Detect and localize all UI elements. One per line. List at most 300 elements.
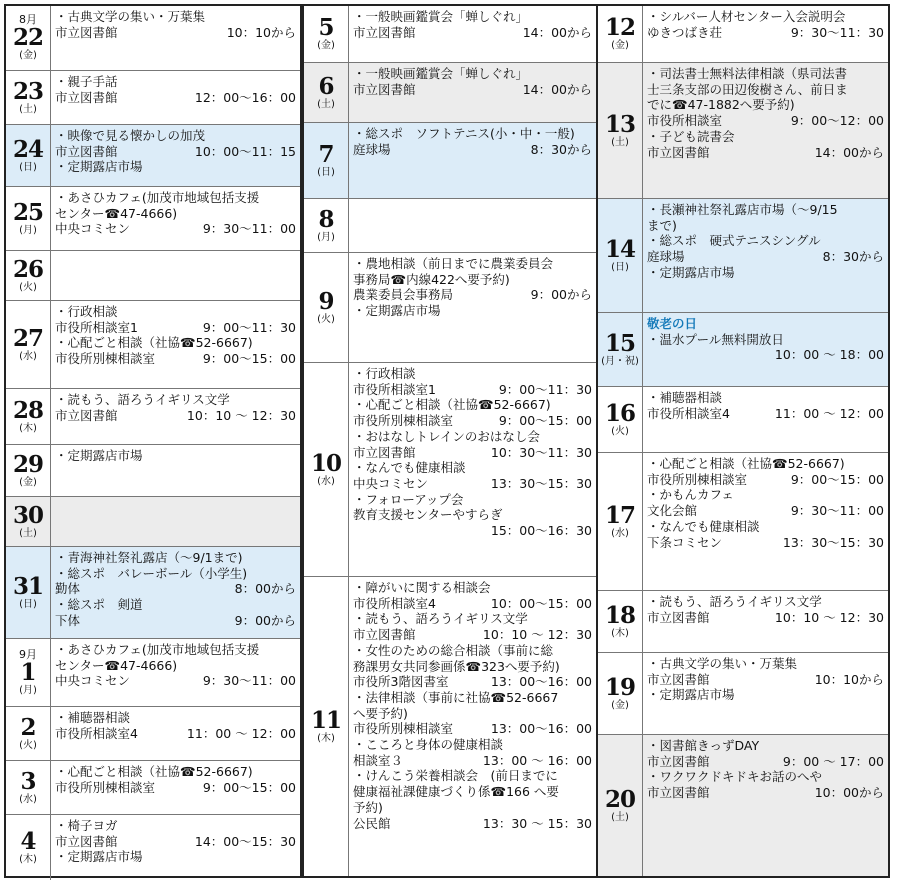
date-cell bbox=[6, 639, 51, 706]
event-text: 教育支援センターやすらぎ bbox=[353, 507, 503, 523]
event-line bbox=[353, 429, 592, 445]
event-line bbox=[353, 413, 592, 429]
event-text: 健康福祉課健康づくり係☎166 へ要 bbox=[353, 784, 559, 800]
event-text: ・一般映画鑑賞会「蝉しぐれ」 bbox=[353, 9, 529, 24]
event-time: 9：00から bbox=[234, 612, 296, 628]
event-text bbox=[353, 523, 491, 539]
event-list bbox=[647, 316, 884, 363]
event-text: 市役所相談室1 bbox=[353, 381, 436, 397]
event-text: ・総スポ 硬式テニスシングル bbox=[647, 233, 821, 249]
event-line bbox=[55, 566, 296, 582]
day-number: 16 bbox=[604, 399, 635, 427]
weekday-label: (土) bbox=[611, 811, 629, 823]
weekday-label: (金) bbox=[317, 40, 335, 51]
event-time: 10：10 ～ 12：30 bbox=[482, 627, 592, 643]
date-cell bbox=[6, 251, 51, 300]
weekday-label: (木) bbox=[19, 853, 37, 865]
event-text: ・おはなしトレインのおはなし会 bbox=[353, 428, 540, 444]
date-cell bbox=[304, 577, 349, 876]
event-list bbox=[353, 9, 592, 40]
day-number: 3 bbox=[20, 767, 36, 795]
weekday-label: (水) bbox=[317, 475, 335, 487]
event-list bbox=[55, 448, 296, 464]
day-number: 9 bbox=[318, 287, 334, 315]
event-text: ・心配ごと相談（社協☎52-6667) bbox=[55, 335, 253, 351]
day-cell bbox=[6, 444, 300, 496]
date-cell bbox=[304, 63, 349, 122]
event-text: ・障がいに関する相談会 bbox=[353, 580, 491, 595]
event-line bbox=[55, 304, 296, 320]
event-text: でに☎47-1882へ要予約) bbox=[647, 97, 795, 113]
day-number: 13 bbox=[604, 110, 635, 138]
event-text: ・読もう、語ろうイギリス文学 bbox=[647, 594, 822, 609]
day-number: 31 bbox=[12, 572, 43, 600]
event-text: 市役所相談室4 bbox=[647, 405, 730, 421]
event-text: ・椅子ヨガ bbox=[55, 818, 118, 833]
day-number: 26 bbox=[12, 255, 43, 283]
day-number: 25 bbox=[12, 198, 43, 226]
event-text: ・シルバー人材センター入会説明会 bbox=[647, 9, 846, 24]
event-time: 13：30～15：30 bbox=[490, 475, 592, 491]
event-line bbox=[353, 768, 592, 784]
event-line bbox=[647, 97, 884, 113]
event-text: ・定期露店市場 bbox=[353, 303, 441, 319]
event-line bbox=[647, 503, 884, 519]
event-line bbox=[353, 82, 592, 98]
event-line bbox=[55, 849, 296, 865]
event-text: ・ワクワクドキドキお話のへや bbox=[647, 769, 823, 785]
event-list bbox=[647, 66, 884, 160]
event-line bbox=[647, 145, 884, 161]
event-line bbox=[55, 221, 296, 237]
day-cell bbox=[598, 62, 888, 198]
month-label: 9月 bbox=[19, 647, 37, 661]
event-list bbox=[55, 9, 296, 40]
event-list bbox=[647, 656, 884, 703]
event-line bbox=[55, 90, 296, 106]
event-line bbox=[55, 818, 296, 834]
event-list bbox=[353, 366, 592, 539]
event-list bbox=[353, 66, 592, 97]
date-cell bbox=[598, 6, 643, 62]
day-number: 17 bbox=[604, 501, 635, 529]
day-number: 14 bbox=[604, 235, 635, 263]
event-list bbox=[55, 304, 296, 367]
event-list bbox=[55, 190, 296, 237]
event-line bbox=[353, 643, 592, 659]
event-text: 市立図書館 bbox=[353, 627, 416, 643]
date-cell bbox=[598, 653, 643, 734]
day-cell bbox=[6, 300, 300, 388]
event-time: 8：30から bbox=[530, 141, 592, 157]
event-line bbox=[353, 460, 592, 476]
event-line bbox=[647, 519, 884, 535]
event-text: ・補聴器相談 bbox=[55, 710, 131, 725]
date-cell bbox=[6, 547, 51, 638]
event-line bbox=[353, 492, 592, 508]
event-line bbox=[647, 218, 884, 234]
event-text: 市立図書館 bbox=[55, 833, 118, 849]
event-text: 庭球場 bbox=[353, 141, 391, 157]
event-line bbox=[647, 672, 884, 688]
event-line bbox=[353, 721, 592, 737]
event-text: ・古典文学の集い・万葉集 bbox=[647, 656, 798, 671]
day-cell bbox=[598, 6, 888, 62]
event-text: ・なんでも健康相談 bbox=[353, 460, 466, 476]
event-line bbox=[353, 256, 592, 272]
event-line bbox=[647, 769, 884, 785]
day-cell bbox=[304, 252, 596, 362]
date-cell bbox=[6, 301, 51, 388]
event-text: 相談室３ bbox=[353, 752, 404, 768]
event-time: 9：00～15：00 bbox=[498, 413, 592, 429]
event-list bbox=[55, 128, 296, 175]
day-cell bbox=[304, 198, 596, 252]
date-cell bbox=[304, 6, 349, 62]
event-time: 8：30から bbox=[822, 249, 884, 265]
event-line bbox=[353, 272, 592, 288]
event-list bbox=[647, 456, 884, 550]
weekday-label: (火) bbox=[611, 425, 629, 437]
day-cell bbox=[304, 6, 596, 62]
weekday-label: (土) bbox=[19, 103, 37, 115]
event-list bbox=[55, 764, 296, 795]
event-line bbox=[353, 9, 592, 25]
date-cell bbox=[598, 387, 643, 452]
event-line bbox=[353, 382, 592, 398]
month-label: 8月 bbox=[19, 13, 37, 26]
day-number: 4 bbox=[20, 827, 36, 855]
event-text: 市立図書館 bbox=[647, 753, 710, 769]
event-text: ・あさひカフェ(加茂市地域包括支援 bbox=[55, 642, 260, 657]
event-time: 10：00から bbox=[814, 785, 884, 801]
day-number: 27 bbox=[12, 324, 43, 352]
holiday-label bbox=[647, 316, 884, 332]
event-time: 9：00 ～ 17：00 bbox=[782, 753, 884, 769]
event-text: 市役所相談室4 bbox=[353, 595, 436, 611]
weekday-label: (木) bbox=[317, 732, 335, 744]
date-cell bbox=[598, 735, 643, 876]
event-time: 10：30～11：30 bbox=[490, 444, 592, 460]
event-time: 9：00～11：30 bbox=[498, 381, 592, 397]
event-line bbox=[647, 487, 884, 503]
event-line bbox=[353, 126, 592, 142]
event-list bbox=[647, 202, 884, 281]
event-line bbox=[647, 233, 884, 249]
event-text: ・定期露店市場 bbox=[55, 448, 143, 463]
event-line bbox=[647, 66, 884, 82]
event-line bbox=[647, 406, 884, 422]
day-number: 23 bbox=[12, 77, 43, 105]
event-list bbox=[647, 9, 884, 40]
weekday-label: (日) bbox=[611, 261, 629, 273]
event-line bbox=[353, 287, 592, 303]
event-line bbox=[353, 706, 592, 722]
event-line bbox=[55, 780, 296, 796]
event-text: まで) bbox=[647, 217, 677, 233]
event-text: 勤体 bbox=[55, 581, 81, 597]
date-cell bbox=[6, 125, 51, 186]
event-line bbox=[647, 9, 884, 25]
event-text: ・心配ごと相談（社協☎52-6667) bbox=[55, 764, 253, 779]
weekday-label: (日) bbox=[317, 166, 335, 178]
event-line bbox=[55, 613, 296, 629]
event-time: 10：10 ～ 12：30 bbox=[186, 407, 296, 423]
day-number: 19 bbox=[604, 673, 635, 701]
event-line bbox=[647, 113, 884, 129]
event-list bbox=[353, 580, 592, 831]
date-cell bbox=[6, 497, 51, 546]
event-text: 市立図書館 bbox=[647, 609, 710, 625]
date-cell bbox=[6, 707, 51, 760]
event-text: ・映像で見る懐かしの加茂 bbox=[55, 128, 206, 143]
event-list bbox=[647, 390, 884, 421]
event-line bbox=[55, 710, 296, 726]
event-text: ・総スポ バレーボール（小学生) bbox=[55, 565, 248, 581]
event-time: 10：00～15：00 bbox=[490, 595, 592, 611]
event-text: 事務局☎内線422へ要予約) bbox=[353, 271, 510, 287]
event-text: ・総スポ ソフトテニス(小・中・一般) bbox=[353, 126, 575, 141]
date-cell bbox=[598, 453, 643, 590]
event-text: 市役所別棟相談室 bbox=[55, 351, 156, 367]
weekday-label: (土) bbox=[19, 527, 37, 539]
event-line bbox=[647, 656, 884, 672]
day-cell bbox=[598, 386, 888, 452]
event-time: 9：00～15：00 bbox=[202, 351, 296, 367]
event-text: 下体 bbox=[55, 612, 81, 628]
event-line bbox=[353, 627, 592, 643]
date-cell bbox=[6, 445, 51, 496]
event-list bbox=[55, 642, 296, 689]
event-time: 9：30～11：00 bbox=[202, 221, 296, 237]
day-number: 6 bbox=[318, 72, 334, 100]
event-list bbox=[353, 256, 592, 319]
event-text: へ要予約) bbox=[353, 705, 408, 721]
day-cell bbox=[6, 546, 300, 638]
day-cell bbox=[598, 452, 888, 590]
event-line bbox=[647, 594, 884, 610]
event-time: 8：00から bbox=[234, 581, 296, 597]
day-number: 2 bbox=[20, 713, 36, 741]
date-cell bbox=[598, 199, 643, 312]
event-list bbox=[55, 550, 296, 629]
weekday-label: (水) bbox=[19, 793, 37, 805]
event-time: 10：10から bbox=[226, 24, 296, 40]
day-number: 7 bbox=[318, 140, 334, 168]
event-text: 中央コミセン bbox=[353, 475, 429, 491]
event-time: 13：00～16：00 bbox=[490, 674, 592, 690]
event-time: 10：10 ～ 12：30 bbox=[774, 609, 884, 625]
event-line bbox=[647, 472, 884, 488]
weekday-label: (月) bbox=[317, 231, 335, 243]
event-list bbox=[647, 594, 884, 625]
event-line bbox=[55, 658, 296, 674]
date-cell bbox=[304, 363, 349, 576]
event-list bbox=[55, 710, 296, 741]
event-time: 14：00から bbox=[522, 24, 592, 40]
event-text: ・司法書士無料法律相談（県司法書 bbox=[647, 66, 848, 81]
day-cell bbox=[6, 388, 300, 444]
day-number: 28 bbox=[12, 396, 43, 424]
event-time: 12：00～16：00 bbox=[194, 89, 296, 105]
holiday-name: 敬老の日 bbox=[647, 316, 698, 331]
event-time: 9：30～11：00 bbox=[202, 673, 296, 689]
event-time: 9：00～11：30 bbox=[202, 319, 296, 335]
event-line bbox=[55, 25, 296, 41]
calendar-column-2 bbox=[302, 4, 598, 878]
event-time: 13：30 ～ 15：30 bbox=[482, 815, 592, 831]
date-cell bbox=[304, 199, 349, 252]
event-text: 市立図書館 bbox=[55, 143, 118, 159]
event-text: ・心配ごと相談（社協☎52-6667) bbox=[647, 456, 845, 471]
event-time: 9：00～15：00 bbox=[202, 779, 296, 795]
event-text: 市役所別棟相談室 bbox=[647, 471, 748, 487]
day-number: 29 bbox=[12, 450, 43, 478]
event-text: ・親子手話 bbox=[55, 74, 118, 89]
event-text: ・定期露店市場 bbox=[647, 687, 735, 703]
weekday-label: (日) bbox=[19, 598, 37, 610]
event-list bbox=[55, 74, 296, 105]
event-text: ・総スポ 剣道 bbox=[55, 597, 143, 613]
day-number: 18 bbox=[604, 601, 635, 629]
date-cell bbox=[598, 63, 643, 198]
day-cell bbox=[6, 250, 300, 300]
weekday-label: (土) bbox=[611, 136, 629, 148]
event-line bbox=[353, 580, 592, 596]
event-line bbox=[647, 610, 884, 626]
event-time: 10：00～11：15 bbox=[194, 143, 296, 159]
event-text: 下条コミセン bbox=[647, 534, 723, 550]
date-cell bbox=[6, 389, 51, 444]
event-time: 14：00から bbox=[814, 144, 884, 160]
day-cell bbox=[6, 814, 300, 880]
event-line bbox=[353, 816, 592, 832]
event-text: ・行政相談 bbox=[55, 304, 118, 319]
event-text: 予約) bbox=[353, 799, 383, 815]
event-text: ・補聴器相談 bbox=[647, 390, 723, 405]
day-number: 10 bbox=[310, 449, 341, 477]
day-cell bbox=[6, 186, 300, 250]
event-line bbox=[353, 366, 592, 382]
event-text: ・行政相談 bbox=[353, 366, 416, 381]
event-text: 公民館 bbox=[353, 815, 391, 831]
event-line bbox=[55, 144, 296, 160]
weekday-label: (日) bbox=[19, 161, 37, 173]
day-number: 30 bbox=[12, 501, 43, 529]
event-text: 市役所別棟相談室 bbox=[353, 413, 454, 429]
event-line bbox=[353, 142, 592, 158]
day-cell bbox=[598, 590, 888, 652]
event-text: ・女性のための総合相談（事前に総 bbox=[353, 642, 554, 658]
event-time: 9：30～11：30 bbox=[790, 24, 884, 40]
event-text: ・子ども読書会 bbox=[647, 128, 735, 144]
event-line bbox=[647, 390, 884, 406]
date-cell bbox=[304, 123, 349, 198]
event-line bbox=[55, 834, 296, 850]
date-cell bbox=[6, 71, 51, 124]
day-number: 1 bbox=[20, 658, 36, 686]
event-text: ・心配ごと相談（社協☎52-6667) bbox=[353, 397, 551, 413]
event-text bbox=[647, 347, 775, 363]
event-text: ゆきつばき荘 bbox=[647, 24, 723, 40]
event-text: ・あさひカフェ(加茂市地域包括支援 bbox=[55, 190, 260, 205]
day-cell bbox=[6, 760, 300, 814]
event-line bbox=[353, 611, 592, 627]
event-line bbox=[353, 737, 592, 753]
event-text: ・フォローアップ会 bbox=[353, 491, 464, 507]
event-line bbox=[353, 674, 592, 690]
weekday-label: (火) bbox=[317, 313, 335, 325]
event-line bbox=[55, 320, 296, 336]
event-list bbox=[55, 818, 296, 865]
weekday-label: (金) bbox=[19, 476, 37, 488]
day-number: 15 bbox=[604, 329, 635, 357]
event-text: 市役所別棟相談室 bbox=[55, 779, 156, 795]
date-cell bbox=[304, 253, 349, 362]
event-text: ・なんでも健康相談 bbox=[647, 518, 760, 534]
event-time: 9：00から bbox=[530, 287, 592, 303]
event-line bbox=[55, 351, 296, 367]
event-line bbox=[353, 445, 592, 461]
event-text: ・温水プール無料開放日 bbox=[647, 331, 784, 347]
event-line bbox=[353, 659, 592, 675]
date-cell bbox=[6, 6, 51, 70]
event-text: 市立図書館 bbox=[55, 24, 118, 40]
event-list bbox=[55, 392, 296, 423]
event-time: 14：00～15：30 bbox=[194, 833, 296, 849]
event-time: 14：00から bbox=[522, 81, 592, 97]
event-text: ・こころと身体の健康相談 bbox=[353, 737, 504, 753]
event-line bbox=[353, 596, 592, 612]
event-line bbox=[647, 535, 884, 551]
weekday-label: (水) bbox=[19, 350, 37, 362]
day-number: 5 bbox=[318, 14, 334, 41]
day-cell bbox=[598, 198, 888, 312]
event-text: ・長瀬神社祭礼露店市場（～9/15 bbox=[647, 202, 838, 217]
event-time: 10：00 ～ 18：00 bbox=[774, 347, 884, 363]
event-text: ・法律相談（事前に社協☎52-6667 bbox=[353, 689, 559, 705]
event-text: 市立図書館 bbox=[353, 81, 416, 97]
event-text: 市立図書館 bbox=[353, 444, 416, 460]
event-line bbox=[353, 66, 592, 82]
event-line bbox=[55, 74, 296, 90]
event-line bbox=[353, 507, 592, 523]
event-text: ・かもんカフェ bbox=[647, 487, 734, 503]
weekday-label: (木) bbox=[19, 422, 37, 434]
event-line bbox=[647, 687, 884, 703]
weekday-label: (金) bbox=[19, 50, 37, 61]
event-line bbox=[55, 448, 296, 464]
event-line bbox=[647, 249, 884, 265]
event-line bbox=[55, 764, 296, 780]
date-cell bbox=[6, 187, 51, 250]
event-line bbox=[55, 581, 296, 597]
event-time: 13：30～15：30 bbox=[782, 534, 884, 550]
event-text: 中央コミセン bbox=[55, 673, 131, 689]
event-line bbox=[647, 265, 884, 281]
event-text: ・農地相談（前日までに農業委員会 bbox=[353, 256, 554, 271]
event-line bbox=[55, 190, 296, 206]
weekday-label: (金) bbox=[611, 699, 629, 711]
event-line bbox=[353, 784, 592, 800]
event-text: 市役所相談室4 bbox=[55, 725, 138, 741]
day-cell bbox=[304, 122, 596, 198]
calendar-column-3 bbox=[596, 4, 890, 878]
event-text: 市立図書館 bbox=[353, 24, 416, 40]
event-line bbox=[55, 206, 296, 222]
event-line bbox=[647, 332, 884, 348]
event-time: 11：00 ～ 12：00 bbox=[774, 405, 884, 421]
